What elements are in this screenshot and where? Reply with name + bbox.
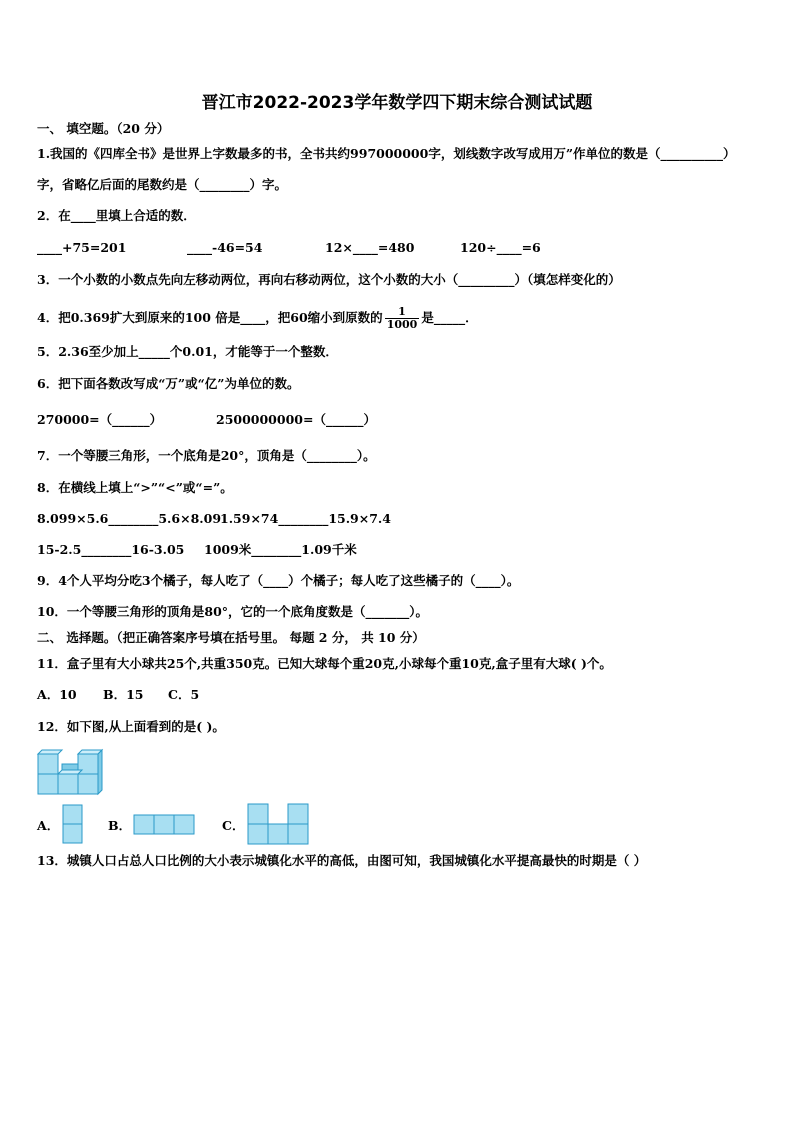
question-8-item-4: 1009米________1.09千米 <box>204 542 357 557</box>
square <box>248 804 268 824</box>
square <box>288 804 308 824</box>
question-10: 10．一个等腰三角形的顶角是80°，它的一个底角度数是（_______）。 <box>37 604 429 619</box>
question-1-line-1: 1.我国的《四库全书》是世界上字数最多的书，全书共约997000000字，划线数字改写成用万”作单位的数是（__________） <box>37 146 736 161</box>
cube-front <box>58 774 78 794</box>
square <box>134 815 154 834</box>
question-1-line-2: 字，省略亿后面的尾数约是（________）字。 <box>37 177 288 192</box>
cube-top <box>38 750 62 754</box>
question-3: 3．一个小数的小数点先向左移动两位，再向右移动两位，这个小数的大小（_________）（填怎样变化的） <box>37 272 621 287</box>
square <box>268 824 288 844</box>
option-a-figure <box>62 804 84 846</box>
cube-side <box>98 750 102 794</box>
cube-front <box>78 774 98 794</box>
section-1-heading: 一、 填空题。（20 分） <box>37 121 170 136</box>
question-8-item-1: 8.099×5.6________5.6×8.09 <box>37 511 222 526</box>
question-4-text-before: 4．把0.369扩大到原来的100 倍是____，把60缩小到原数的 <box>37 310 383 325</box>
question-11: 11．盒子里有大小球共25个,共重350克。已知大球每个重20克,小球每个重10克,盒子里有大球( )个。 <box>37 656 612 671</box>
square <box>154 815 174 834</box>
square <box>174 815 194 834</box>
question-2: 2．在____里填上合适的数． <box>37 208 196 223</box>
question-5: 5．2.36至少加上_____个0.01，才能等于一个整数． <box>37 344 338 359</box>
cube-back <box>62 764 78 770</box>
cube-front <box>38 754 58 774</box>
option-a-label: A． <box>37 818 60 833</box>
question-4-text-after: 是_____． <box>421 310 478 325</box>
fraction-numerator: 1 <box>385 306 420 319</box>
option-c-label: C． <box>222 818 245 833</box>
question-6-item-1: 270000=（______） <box>37 412 163 427</box>
question-9: 9．4个人平均分吃3个橘子，每人吃了（____）个橘子；每人吃了这些橘子的（____）。 <box>37 573 520 588</box>
question-11-option-c: C．5 <box>168 687 200 702</box>
option-b-figure <box>133 814 195 836</box>
cube-front <box>38 774 58 794</box>
section-2-heading: 二、 选择题。（把正确答案序号填在括号里。 每题 2 分， 共 10 分） <box>37 630 425 645</box>
question-8-item-3: 15-2.5________16-3.05 <box>37 542 185 557</box>
question-2-item-1: ____+75=201 <box>37 240 127 255</box>
question-2-item-2: ____-46=54 <box>187 240 263 255</box>
option-c-figure <box>247 803 309 847</box>
question-7: 7．一个等腰三角形，一个底角是20°，顶角是（________）。 <box>37 448 376 463</box>
question-6: 6．把下面各数改写成“万”或“亿”为单位的数。 <box>37 376 300 391</box>
cube-top <box>58 770 82 774</box>
square <box>63 824 82 843</box>
question-8: 8．在横线上填上“>”“<”或“=”。 <box>37 480 233 495</box>
fraction <box>385 306 420 331</box>
square <box>63 805 82 824</box>
question-12: 12．如下图,从上面看到的是( )。 <box>37 719 225 734</box>
option-b-label: B． <box>108 818 132 833</box>
square <box>248 824 268 844</box>
square <box>288 824 308 844</box>
question-2-item-4: 120÷____=6 <box>460 240 541 255</box>
question-13: 13．城镇人口占总人口比例的大小表示城镇化水平的高低，由图可知，我国城镇化水平提高最快的时期是（ ） <box>37 853 647 868</box>
question-8-item-2: 1.59×74________15.9×7.4 <box>220 511 391 526</box>
question-4 <box>37 306 478 331</box>
question-6-item-2: 2500000000=（______） <box>216 412 376 427</box>
question-11-option-b: B．15 <box>103 687 144 702</box>
cube-figure <box>36 746 108 798</box>
question-11-option-a: A．10 <box>37 687 77 702</box>
question-2-item-3: 12×____=480 <box>325 240 415 255</box>
page-title: 晋江市2022-2023学年数学四下期末综合测试试题 <box>201 93 593 113</box>
fraction-denominator: 1000 <box>386 318 418 331</box>
